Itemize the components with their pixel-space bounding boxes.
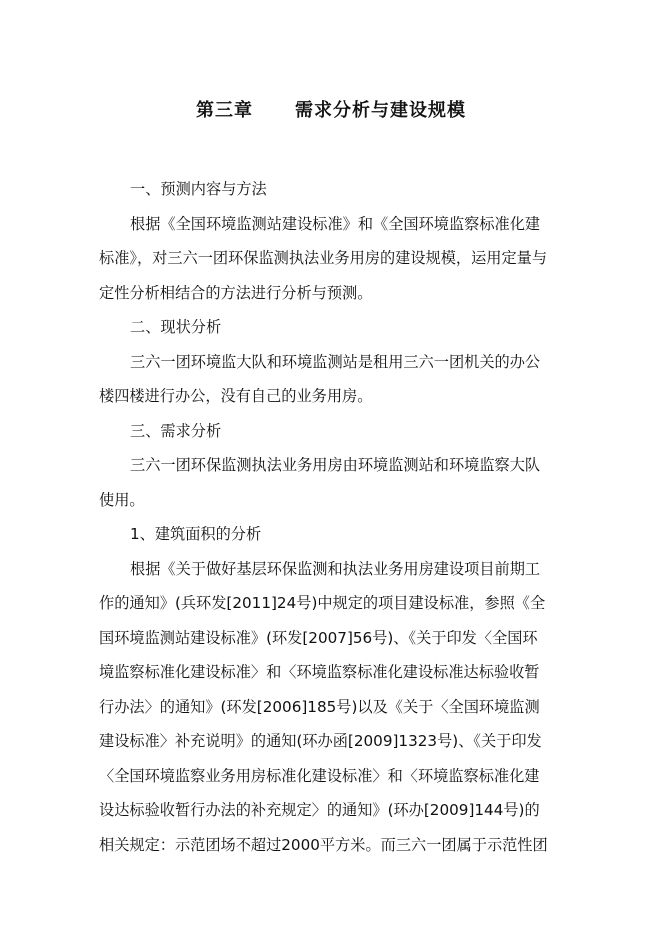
text-line: 根据《关于做好基层环保监测和执法业务用房建设项目前期工	[130, 559, 541, 578]
text-line: 根据《全国环境监测站建设标准》和《全国环境监察标准化建	[130, 214, 541, 233]
text-line: 一、预测内容与方法	[130, 180, 267, 198]
text-line: 国环境监测站建设标准》(环发[2007]56号)、《关于印发〈全国环	[99, 628, 538, 647]
text-line: 相关规定：示范团场不超过2000平方米。而三六一团属于示范性团	[99, 835, 548, 854]
text-line: 行办法〉的通知》(环发[2006]185号)以及《关于〈全国环境监测	[99, 697, 540, 716]
text-line: 二、现状分析	[130, 318, 222, 336]
text-line: 三、需求分析	[130, 421, 222, 440]
text-line: 境监察标准化建设标准〉和〈环境监察标准化建设标准达标验收暂	[99, 663, 540, 681]
text-line: 楼四楼进行办公，没有自己的业务用房。	[99, 387, 373, 405]
text-line: 标准》，对三六一团环保监测执法业务用房的建设规模，运用定量与	[99, 249, 548, 267]
text-line: 作的通知》(兵环发[2011]24号)中规定的项目建设标准，参照《全	[99, 594, 546, 612]
text-line: 定性分析相结合的方法进行分析与预测。	[99, 283, 373, 302]
text-line: 三六一团环保监测执法业务用房由环境监测站和环境监察大队	[130, 456, 541, 474]
text-line: 1、建筑面积的分析	[130, 525, 262, 543]
chapter-label: 第三章	[196, 100, 253, 121]
chapter-title: 需求分析与建设规模	[295, 100, 466, 121]
document-body	[99, 172, 560, 862]
page-title	[0, 96, 662, 122]
text-line: 三六一团环境监大队和环境监测站是租用三六一团机关的办公	[130, 352, 541, 371]
text-line: 建设标准〉补充说明》的通知(环办函[2009]1323号)、《关于印发	[99, 732, 542, 750]
text-line: 使用。	[99, 490, 145, 509]
text-line: 〈全国环境监察业务用房标准化建设标准〉和〈环境监察标准化建	[99, 766, 540, 785]
text-line: 设达标验收暂行办法的补充规定〉的通知》(环办[2009]144号)的	[99, 801, 540, 819]
